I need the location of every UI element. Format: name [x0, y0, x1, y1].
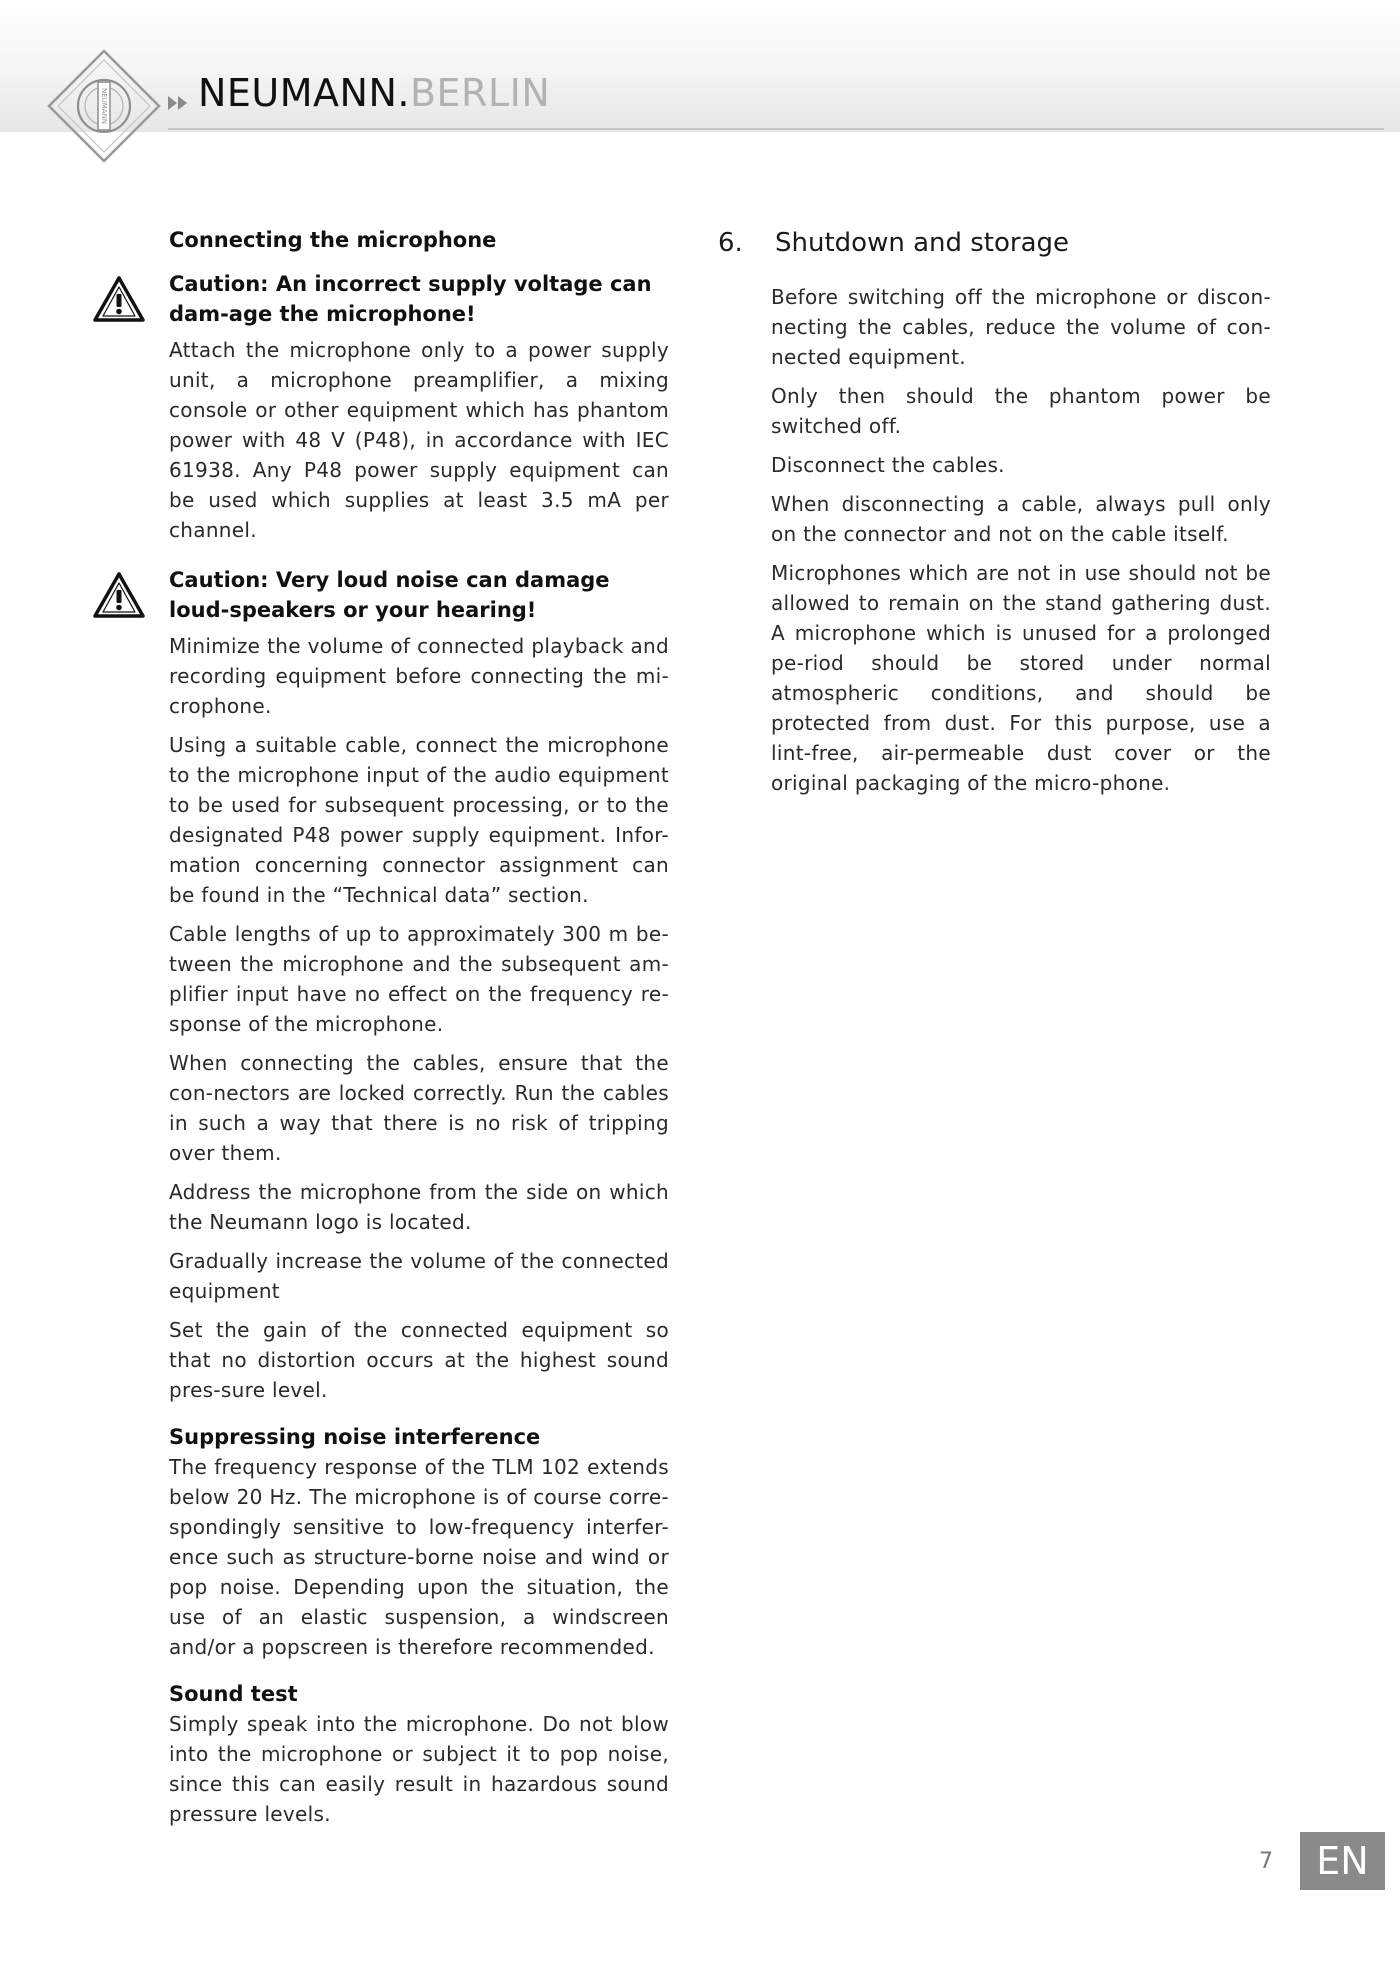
connecting-heading: Connecting the microphone: [169, 228, 497, 252]
left-column: [169, 226, 669, 1838]
paragraph: Disconnect the cables.: [771, 453, 1005, 477]
right-column: [771, 282, 1271, 807]
noise-paragraph: The frequency response of the TLM 102 extends below 20 Hz. The microphone is of course corre-spondingly sensitive to low-frequency interfer-ence such as structure-borne noise and wind or pop noise. Depending upon the situation, the use of an elastic suspension, a windscreen and/or a popscreen is therefore recommended.: [169, 1455, 669, 1659]
paragraph: Only then should the phantom power be switched off.: [771, 384, 1271, 438]
header-divider: [168, 128, 1384, 130]
brand-accent: BERLIN: [409, 71, 551, 115]
brand-main: NEUMANN.: [198, 71, 410, 115]
sound-test-heading: Sound test: [169, 1682, 298, 1706]
paragraph: Using a suitable cable, connect the microphone to the microphone input of the audio equipment to be used for subsequent processing, or to the designated P48 power supply equipment. Infor-mation concerning connector assignment can be found in the “Technical data” section.: [169, 733, 669, 907]
paragraph: Before switching off the microphone or discon-necting the cables, reduce the volume of con-nected equipment.: [771, 285, 1271, 369]
section-title-text: Shutdown and storage: [775, 228, 1070, 258]
caution-block-voltage: [169, 269, 669, 329]
section-title: [718, 228, 1069, 258]
paragraph: When disconnecting a cable, always pull only on the connector and not on the cable itself.: [771, 492, 1271, 546]
double-chevron-icon: [168, 95, 190, 111]
paragraph: Microphones which are not in use should not be allowed to remain on the stand gathering dust. A microphone which is unused for a prolonged pe-riod should be stored under normal atmospheric conditions, and should be protected from dust. For this purpose, use a lint-free, air-permeable dust cover or the original packaging of the micro-phone.: [771, 561, 1271, 795]
warning-icon: [92, 275, 146, 323]
paragraph: Address the microphone from the side on which the Neumann logo is located.: [169, 1180, 669, 1234]
caution-noise-heading: Caution: Very loud noise can damage loud-speakers or your hearing!: [169, 568, 610, 622]
language-badge: EN: [1300, 1832, 1385, 1890]
paragraph: Cable lengths of up to approximately 300 m be-tween the microphone and the subsequent am-plifier input have no effect on the frequency re-sponse of the microphone.: [169, 922, 669, 1036]
paragraph: Set the gain of the connected equipment so that no distortion occurs at the highest sound pres-sure level.: [169, 1318, 669, 1402]
brand-wordmark: [198, 71, 551, 115]
paragraph: Minimize the volume of connected playback and recording equipment before connecting the mi-crophone.: [169, 634, 669, 718]
caution-voltage-paragraph: Attach the microphone only to a power supply unit, a microphone preamplifier, a mixing console or other equipment which has phantom power with 48 V (P48), in accordance with IEC 61938. Any P48 power supply equipment can be used which supplies at least 3.5 mA per channel.: [169, 338, 669, 542]
page-number: 7: [1259, 1849, 1273, 1874]
paragraph: When connecting the cables, ensure that the con-nectors are locked correctly. Run the cables in such a way that there is no risk of tripping over them.: [169, 1051, 669, 1165]
sound-test-paragraph: Simply speak into the microphone. Do not blow into the microphone or subject it to pop noise, since this can easily result in hazardous sound pressure levels.: [169, 1712, 669, 1826]
section-number: 6.: [718, 228, 743, 258]
neumann-logo-icon: [46, 48, 162, 164]
logo-letters: NEUMANN: [100, 87, 108, 125]
warning-icon: [92, 571, 146, 619]
caution-voltage-heading: Caution: An incorrect supply voltage can dam-age the microphone!: [169, 272, 652, 326]
noise-heading: Suppressing noise interference: [169, 1425, 541, 1449]
paragraph: Gradually increase the volume of the connected equipment: [169, 1249, 669, 1303]
caution-block-noise: [169, 565, 669, 625]
